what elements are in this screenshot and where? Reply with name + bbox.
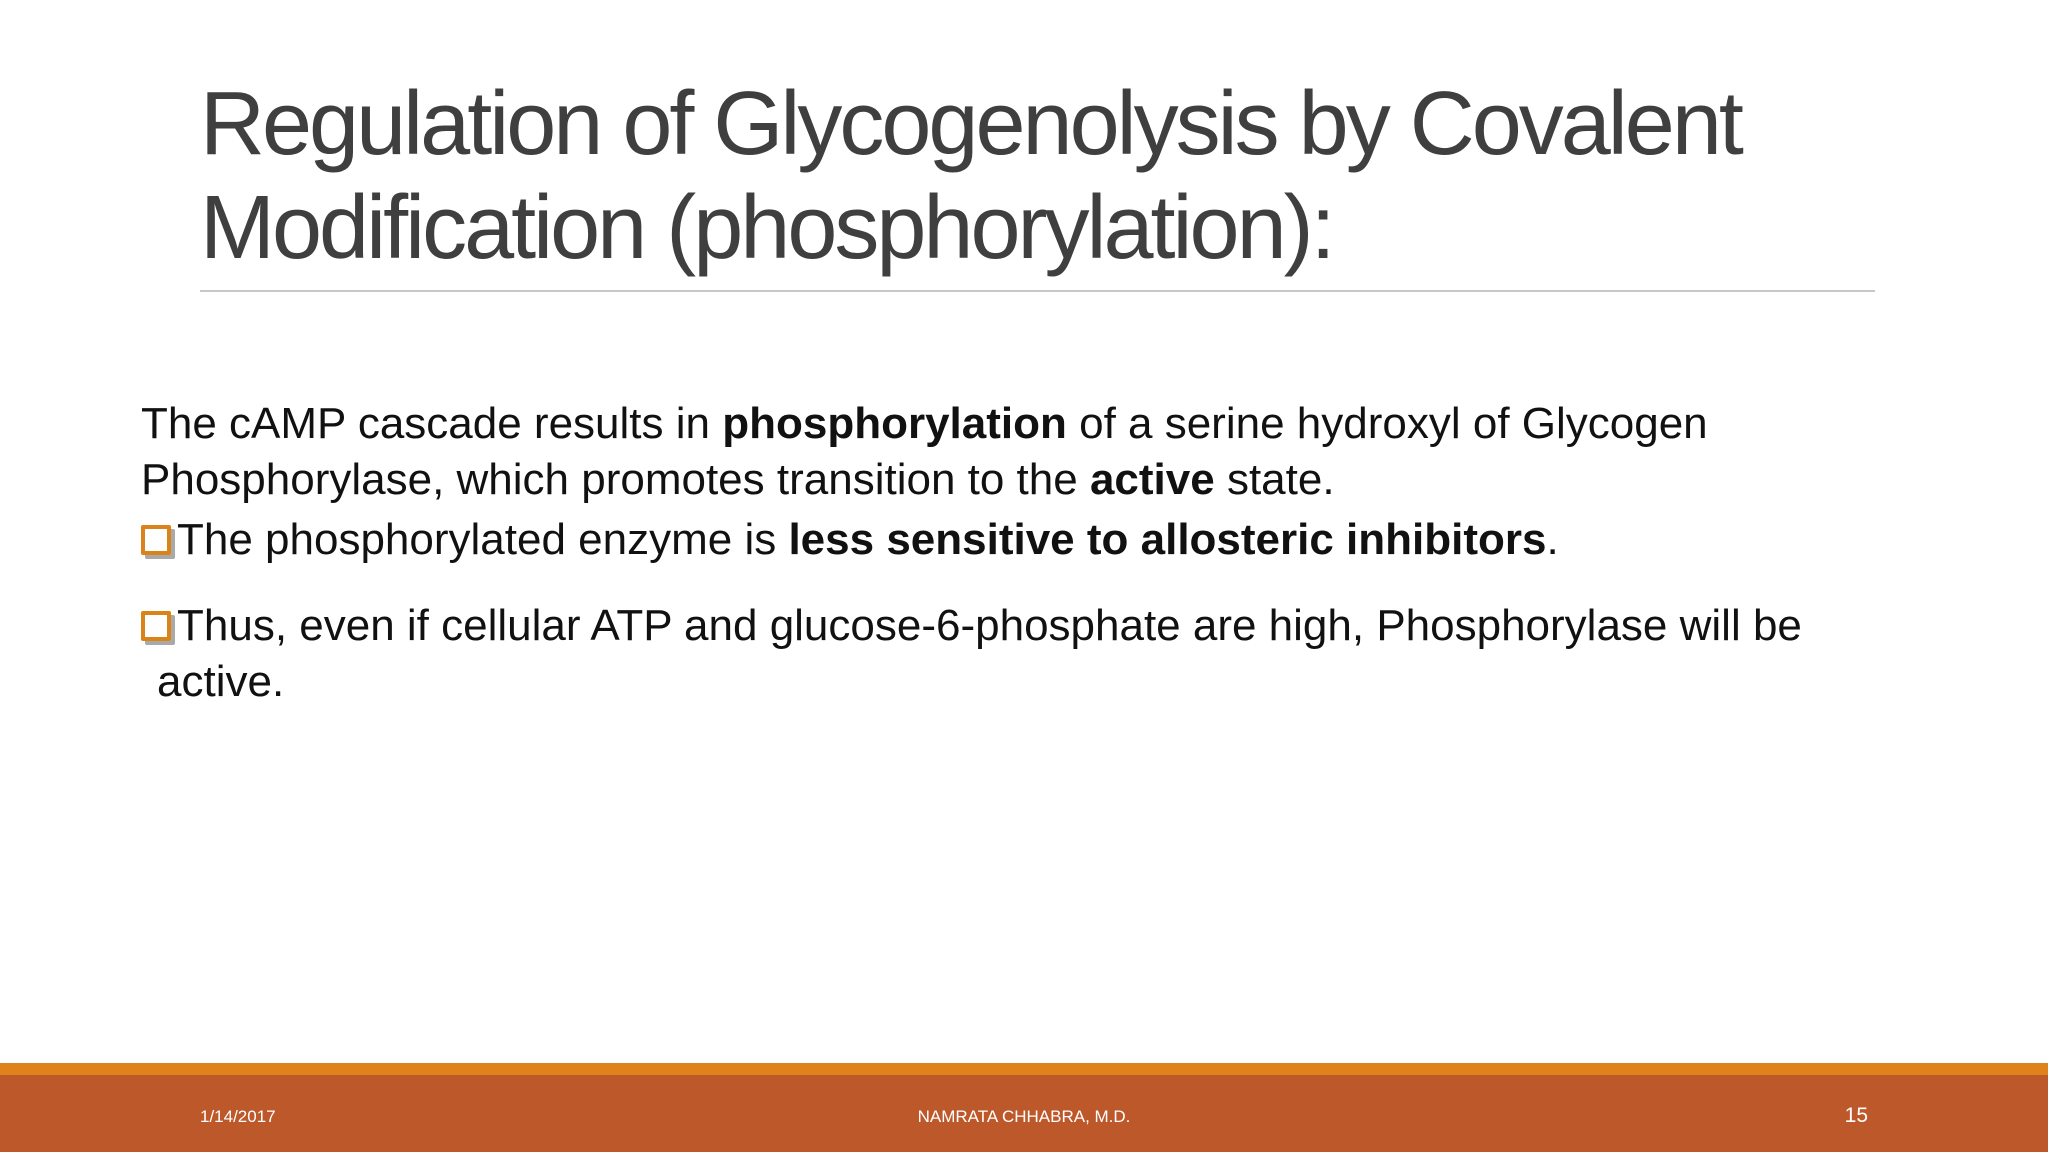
intro-text-3: state.: [1214, 455, 1335, 504]
slide-body: [141, 396, 1941, 710]
bullet-2-line-1: Thus, even if cellular ATP and glucose-6-phosphate are high, Phosphorylase will be: [177, 601, 1802, 650]
footer-bar: [0, 1075, 2048, 1152]
bullet-text: [177, 512, 1941, 568]
bullet-item: [141, 598, 1941, 654]
checkbox-bullet-icon: [141, 525, 171, 555]
bullet-1-text-2: .: [1546, 515, 1559, 564]
bullet-1-text-1: The phosphorylated enzyme is: [177, 515, 789, 564]
bullet-item: [141, 512, 1941, 568]
bullet-2-line-2: active.: [157, 657, 285, 706]
bullet-text: [177, 598, 1941, 654]
checkbox-bullet-icon: [141, 611, 171, 641]
title-divider: [200, 290, 1875, 292]
intro-paragraph: [141, 396, 1941, 508]
page-number: 15: [1844, 1104, 1868, 1127]
intro-text-2: of a serine hydroxyl of Glycogen Phosphorylase, which promotes transition to the: [141, 399, 1708, 504]
slide-title-line-2: Modification (phosphorylation):: [200, 178, 1333, 278]
bullet-1-bold: less sensitive to allosteric inhibitors: [788, 515, 1547, 564]
intro-bold-phosphorylation: phosphorylation: [722, 399, 1067, 448]
bullet-2-continuation: [141, 654, 1941, 710]
footer-author: NAMRATA CHHABRA, M.D.: [917, 1107, 1131, 1126]
slide-title: [200, 72, 1880, 280]
footer-date: 1/14/2017: [200, 1107, 276, 1126]
intro-text-1: The cAMP cascade results in: [141, 399, 723, 448]
slide-title-line-1: Regulation of Glycogenolysis by Covalent: [200, 74, 1741, 174]
intro-bold-active: active: [1089, 455, 1215, 504]
footer-accent-stripe: [0, 1063, 2048, 1075]
